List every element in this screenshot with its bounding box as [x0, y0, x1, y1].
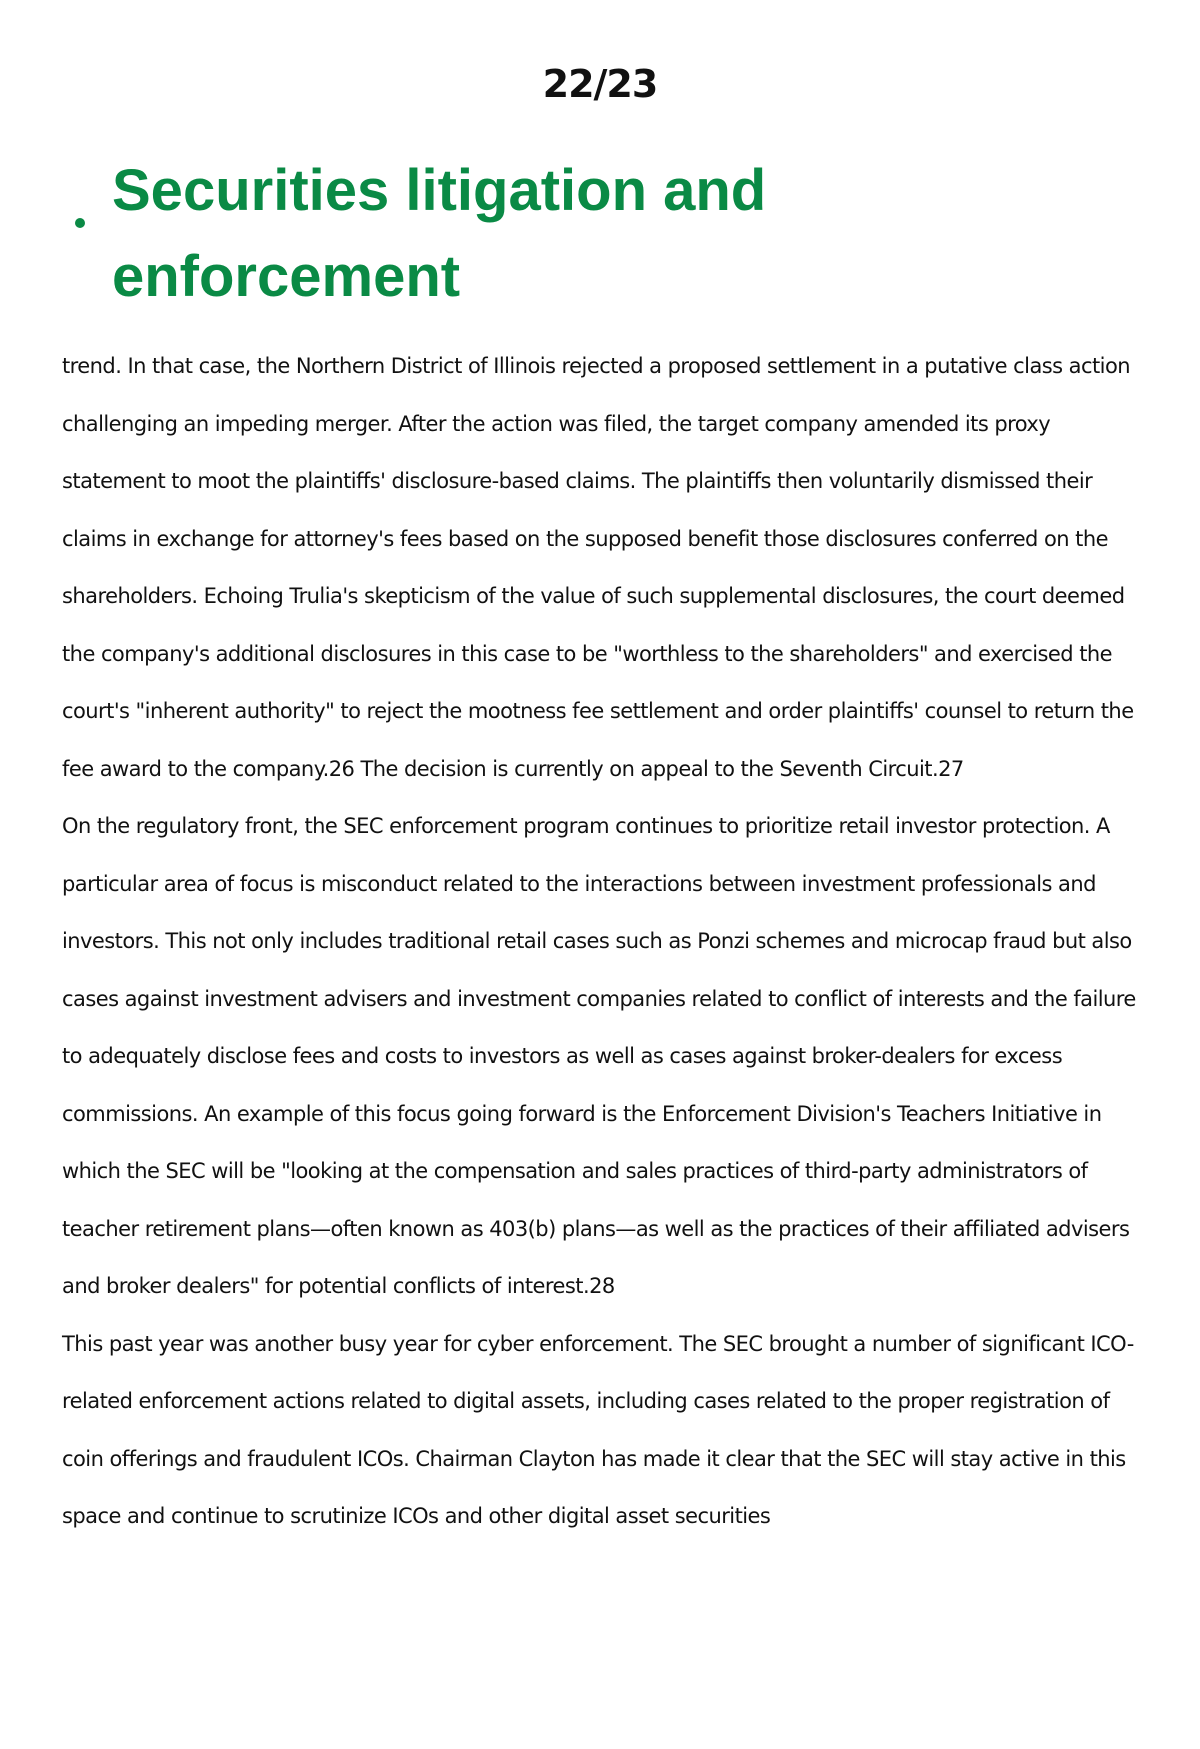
- body-text: [62, 338, 1147, 1546]
- bullet-icon: [75, 218, 85, 228]
- paragraph: trend. In that case, the Northern District of Illinois rejected a proposed settlement in a putative class action challenging an impeding merger. After the action was filed, the target company amended its proxy statement to moot the plaintiffs' disclosure-based claims. The plaintiffs then voluntarily dismissed their claims in exchange for attorney's fees based on the supposed benefit those disclosures conferred on the shareholders. Echoing Trulia's skepticism of the value of such supplemental disclosures, the court deemed the company's additional disclosures in this case to be "worthless to the shareholders" and exercised the court's "inherent authority" to reject the mootness fee settlement and order plaintiffs' counsel to return the fee award to the company.26 The decision is currently on appeal to the Seventh Circuit.27: [62, 354, 1134, 781]
- section-heading: Securities litigation and enforcement: [112, 158, 767, 309]
- section-heading-block: [75, 148, 1125, 320]
- page-number: 22/23: [542, 62, 658, 106]
- paragraph: On the regulatory front, the SEC enforcement program continues to prioritize retail investor protection. A particular area of focus is misconduct related to the interactions between investment professionals and investors. This not only includes traditional retail cases such as Ponzi schemes and microcap fraud but also cases against investment advisers and investment companies related to conflict of interests and the failure to adequately disclose fees and costs to investors as well as cases against broker-dealers for excess commissions. An example of this focus going forward is the Enforcement Division's Teachers Initiative in which the SEC will be "looking at the compensation and sales practices of third-party administrators of teacher retirement plans—often known as 403(b) plans—as well as the practices of their affiliated advisers and broker dealers" for potential conflicts of interest.28: [62, 814, 1136, 1298]
- paragraph: This past year was another busy year for cyber enforcement. The SEC brought a number of significant ICO-related enforcement actions related to digital assets, including cases related to the proper registration of coin offerings and fraudulent ICOs. Chairman Clayton has made it clear that the SEC will stay active in this space and continue to scrutinize ICOs and other digital asset securities: [62, 1331, 1134, 1528]
